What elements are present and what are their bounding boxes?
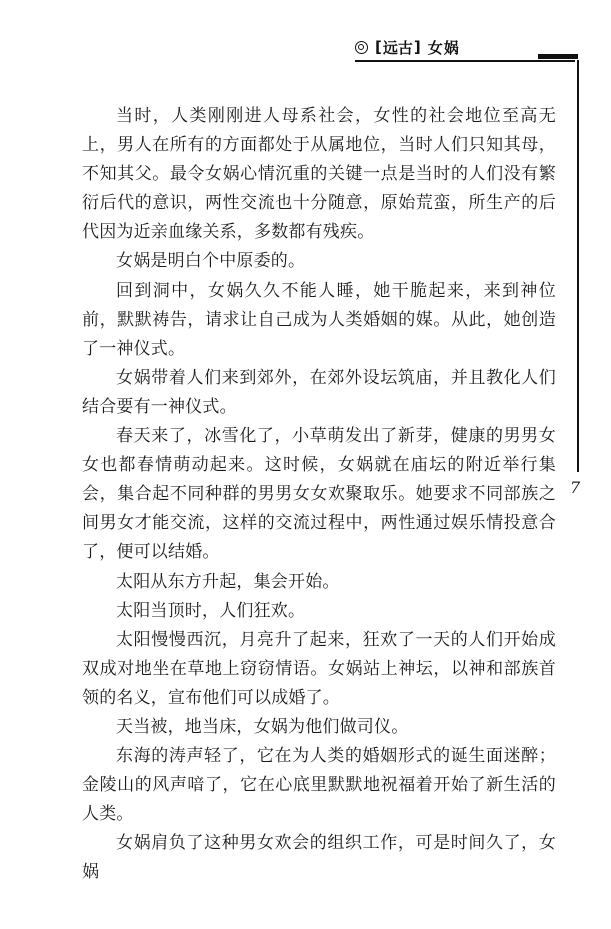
paragraph: 太阳从东方升起，集会开始。 (116, 571, 340, 592)
paragraph: 女娲肩负了这种男女欢会的组织工作，可是时间久了，女娲 (82, 833, 556, 883)
paragraph: 春天来了，冰雪化了，小草萌发出了新芽，健康的男男女女也都春情萌动起来。这时候，女娲就在庙坛的附近举行集会，集合起不同种群的男男女女欢聚取乐。她要求不同部族之间男女才能交流，这样的交流过程中，两性通过娱乐情投意合了，便可以结婚。 (82, 426, 556, 563)
page-number: 7 (570, 478, 581, 497)
paragraph: 太阳慢慢西沉，月亮升了起来，狂欢了一天的人们开始成双成对地坐在草地上窃窃情语。女娲站上神坛，以神和部族首领的名义，宣布他们可以成婚了。 (82, 629, 556, 708)
paragraph: 东海的涛声轻了，它在为人类的婚姻形式的诞生面迷醉；金陵山的风声喑了，它在心底里默默地祝福着开始了新生活的人类。 (82, 746, 556, 825)
header-rule-tab (538, 54, 578, 59)
header-title: 女娲 (427, 38, 460, 57)
double-circle-icon (355, 41, 368, 54)
paragraph: 女娲是明白个中原委的。 (116, 251, 306, 272)
header-section: 远古 (382, 38, 413, 57)
margin-rule (577, 60, 579, 472)
header-rule (355, 60, 575, 62)
paragraph: 太阳当顶时，人们狂欢。 (116, 600, 306, 621)
running-header (355, 36, 460, 58)
paragraph: 当时，人类刚刚进人母系社会，女性的社会地位至高无上，男人在所有的方面都处于从属地位，当时人们只知其母，不知其父。最令女娲心情沉重的关键一点是当时的人们没有繁衍后代的意识，两性交流也十分随意，原始荒蛮，所生产的后代因为近亲血缘关系，多数都有残疾。 (82, 106, 556, 243)
paragraph: 回到洞中，女娲久久不能人睡，她干脆起来，来到神位前，默默祷告，请求让自己成为人类婚姻的媒。从此，她创造了一神仪式。 (82, 280, 556, 359)
header-bracket-left: [ (375, 38, 382, 56)
paragraph: 天当被，地当床，女娲为他们做司仪。 (116, 716, 409, 737)
body-text (82, 102, 556, 888)
header-bracket-right: ] (413, 38, 421, 56)
paragraph: 女娲带着人们来到郊外，在郊外设坛筑庙，并且教化人们结合要有一神仪式。 (82, 367, 556, 417)
